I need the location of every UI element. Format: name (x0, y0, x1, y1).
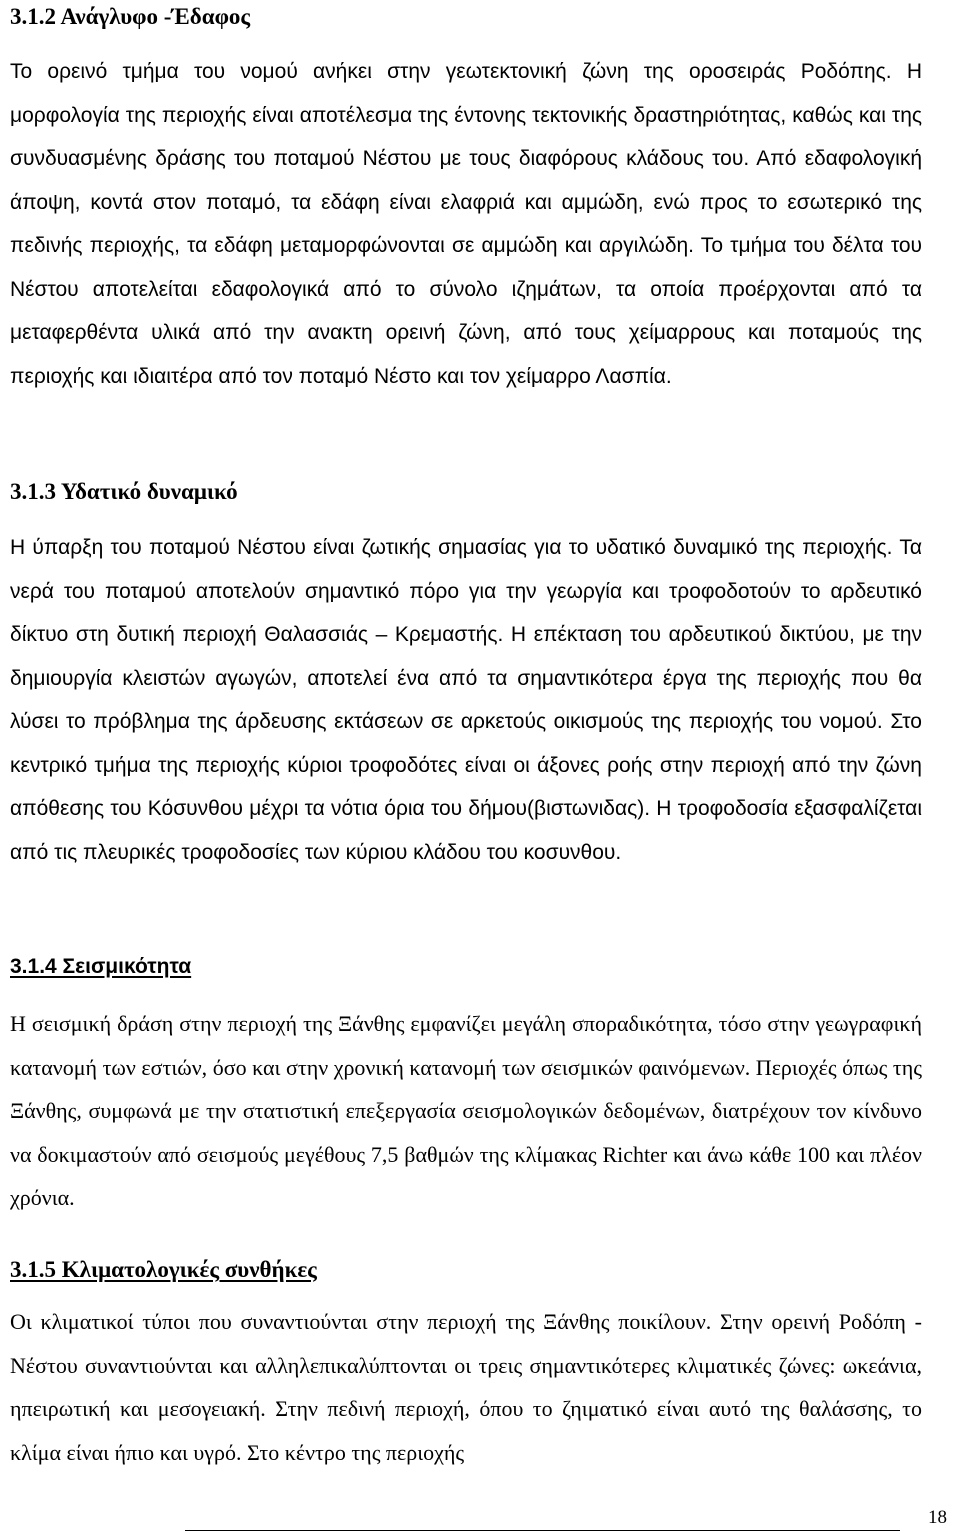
section-paragraph-water-potential: Η ύπαρξη του ποταμού Νέστου είναι ζωτικής σημασίας για το υδατικό δυναμικό της περιοχής. Τα νερά του ποταμού αποτελούν σημαντικό πόρο για την γεωργία και τροφοδοτούν το αρδευτικό δίκτυο στη δυτική περιοχή Θαλασσιάς – Κρεμαστής. Η επέκταση του αρδευτικού δικτύου, με την δημιουργία κλειστών αγωγών, αποτελεί ένα από τα σημαντικότερα έργα της περιοχής που θα λύσει το πρόβλημα της άρδευσης εκτάσεων σε αρκετούς οικισμούς της περιοχής του νομού. Στο κεντρικό τμήμα της περιοχής κύριοι τροφοδότες είναι οι άξονες ροής στην περιοχή από την ζώνη απόθεσης του Κόσυνθου μέχρι τα νότια όρια του δήμου(βιστωνιδας). Η τροφοδοσία εξασφαλίζεται από τις πλευρικές τροφοδοσίες των κύριου κλάδου του κοσυνθου. (10, 536, 922, 864)
section-heading-relief-soil: 3.1.2 Ανάγλυφο -Έδαφος (10, 4, 251, 29)
section-heading-water-potential: 3.1.3 Υδατικό δυναμικό (10, 479, 238, 504)
section-paragraph-relief-soil: Το ορεινό τμήμα του νομού ανήκει στην γεωτεκτονική ζώνη της οροσειράς Ροδόπης. Η μορφολογία της περιοχής είναι αποτέλεσμα της έντονης τεκτονικής δραστηριότητας, καθώς και της συνδυασμένης δράσης του ποταμού Νέστου με τους διαφόρους κλάδους του. Από εδαφολογική άποψη, κοντά στον ποταμό, τα εδάφη είναι ελαφριά και αμμώδη, ενώ προς το εσωτερικό της πεδινής περιοχής, τα εδάφη μεταμορφώνονται σε αμμώδη και αργιλώδη. Το τμήμα του δέλτα του Νέστου αποτελείται εδαφολογικά από το σύνολο ιζημάτων, τα οποία προέρχονται από τα μεταφερθέντα υλικά από την ανακτη ορεινή ζώνη, από τους χείμαρρους και ποταμούς της περιοχής και ιδιαιτέρα από τον ποταμό Νέστο και τον χείμαρρο Λασπία. (10, 60, 922, 388)
section-paragraph-seismicity: Η σεισμική δράση στην περιοχή της Ξάνθης εμφανίζει μεγάλη σποραδικότητα, τόσο στην γεωγραφική κατανομή των εστιών, όσο και στην χρονική κατανομή των σεισμικών φαινόμενων. Περιοχές όπως της Ξάνθης, συμφωνά με την στατιστική επεξεργασία σεισμολογικών δεδομένων, διατρέχουν τον κίνδυνο να δοκιμαστούν από σεισμούς μεγέθους 7,5 βαθμών της κλίμακας Richter και άνω κάθε 100 και πλέον χρόνια. (10, 1011, 922, 1210)
footer-divider (185, 1530, 900, 1531)
section-heading-seismicity: 3.1.4 Σεισμικότητα (10, 955, 192, 978)
section-paragraph-climate: Οι κλιματικοί τύποι που συναντιούνται στην περιοχή της Ξάνθης ποικίλουν. Στην ορεινή Ροδόπη - Νέστου συναντιούνται και αλληλεπικαλύπτονται οι τρεις σημαντικότερες κλιματικές ζώνες: ωκεάνια, ηπειρωτική και μεσογειακή. Στην πεδινή περιοχή, όπου το ζηιματικό είναι αυτό της θαλάσσης, το κλίμα είναι ήπιο και υγρό. Στο κέντρο της περιοχής (10, 1309, 922, 1465)
section-heading-climate: 3.1.5 Κλιματολογικές συνθήκες (10, 1257, 317, 1282)
page-number: 18 (928, 1507, 947, 1528)
